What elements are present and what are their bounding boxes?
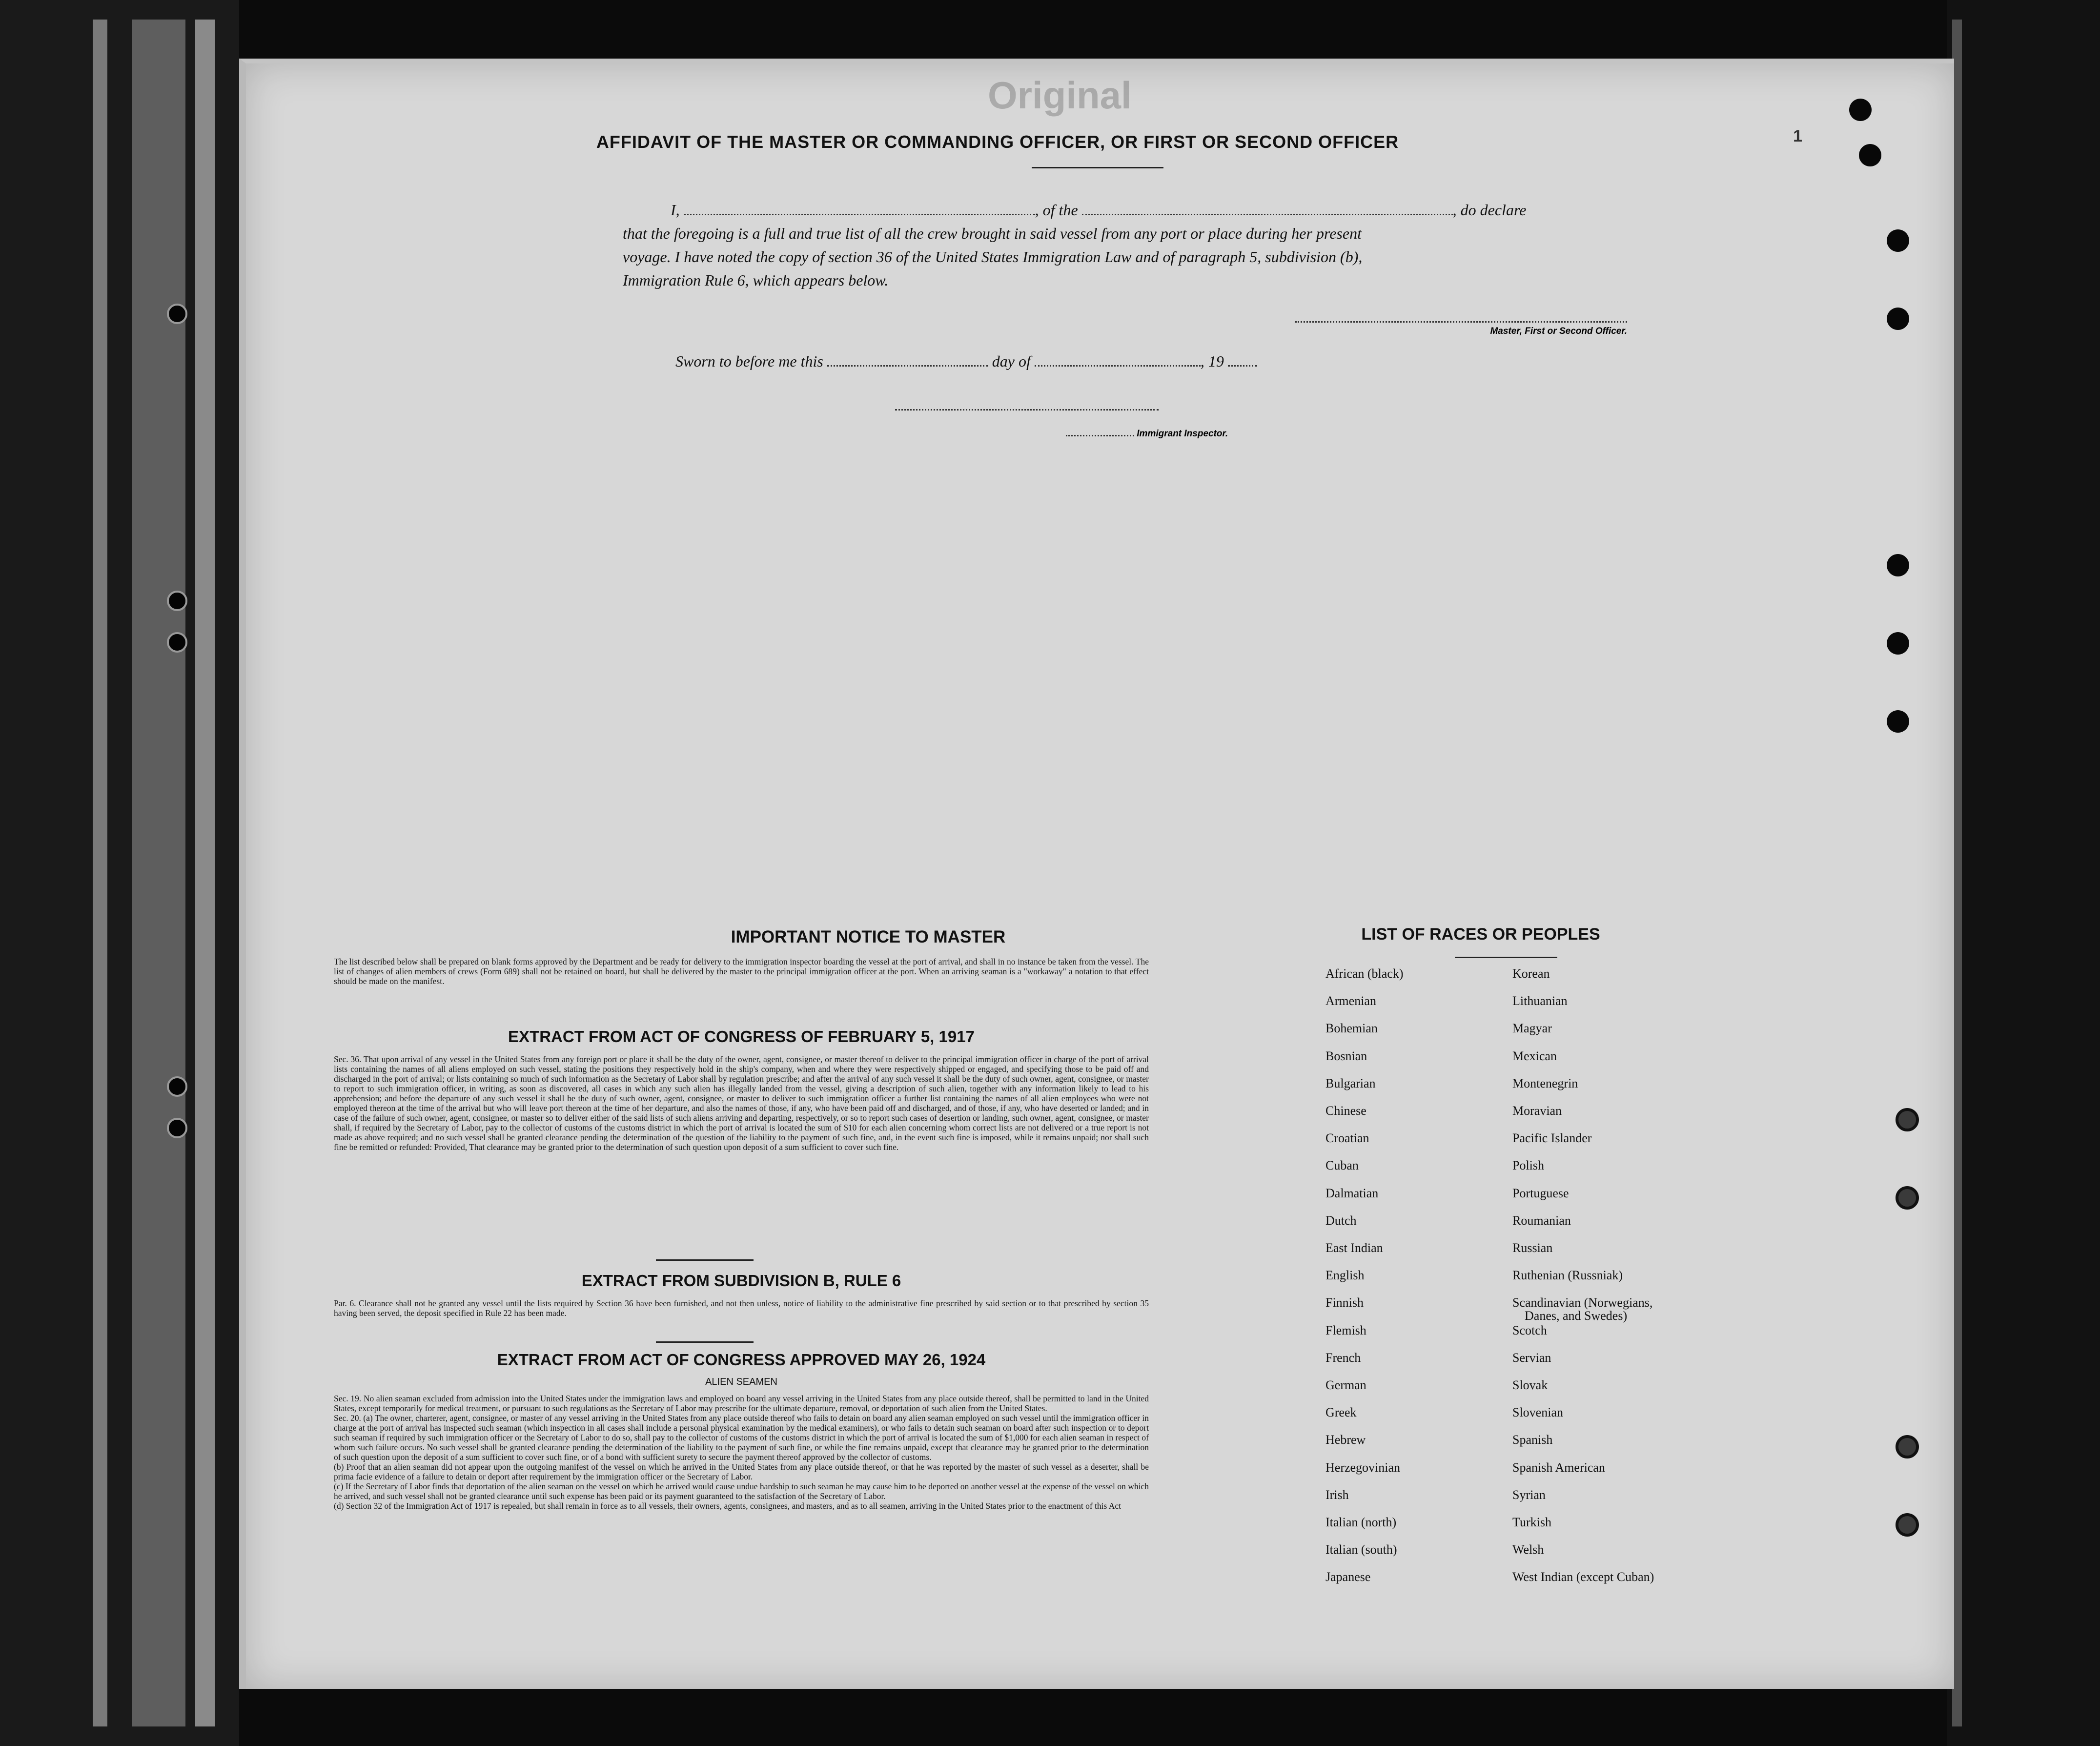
sworn-month-field[interactable] bbox=[1035, 365, 1201, 367]
binder-ring-icon bbox=[167, 591, 187, 611]
race-item: African (black) bbox=[1325, 966, 1404, 981]
race-item: Polish bbox=[1512, 1158, 1545, 1173]
signature-line[interactable] bbox=[1295, 321, 1627, 323]
binder-page-edge-1 bbox=[93, 20, 107, 1726]
extract-1924-title: EXTRACT FROM ACT OF CONGRESS APPROVED MAY 26, 1924 bbox=[497, 1351, 986, 1369]
race-item: Russian bbox=[1512, 1241, 1553, 1255]
extract-1924-body: Sec. 19. No alien seaman excluded from admission into the United States under the immigration laws and employed on board any vessel arriving in the United States from any place outside thereof, shall be permitted to land in the United States, except temporarily for medical treatment, or pursuant to such regulations as the Secretary of Labor may prescribe for the ultimate departure, removal, or deportation of such alien from the United States. Sec. 20. (a) The owner, charterer, agent, consignee, or master of any vessel arriving in the United States from any place outside thereof who fails to detain on board any alien seaman employed on such vessel until the immigration officer in charge at the port of arrival has inspected such seaman (which inspection in all cases shall include a personal physical examination by the medical examiners), or who fails to detain such seaman on board after such inspection or to deport such seaman if required by such immigration officer or the Secretary of Labor to do so, shall pay to the collector of customs of the customs district in which the port of arrival is located the sum of $1,000 for each alien seaman in respect of whom such failure occurs. No such vessel shall be granted clearance pending the determination of the liability to the payment of such fine, or while the fine remains unpaid, except that clearance may be granted prior to the determination of such question upon the deposit of a sum sufficient to cover such fine, or of a bond with sufficient surety to secure the payment thereof approved by the collector of customs. (b) Proof that an alien seaman did not appear upon the outgoing manifest of the vessel on which he arrived in the United States from any place outside thereof, or that he was reported by the master of such vessel as a deserter, shall be prima facie evidence of a failure to detain or deport after requirement by the immigration officer or the Secretary of Labor. (c) If the Secretary of Labor finds that deportation of the alien seaman on the vessel on which he arrived would cause undue hardship to such seaman he may cause him to be deported on another vessel at the expense of the vessel on which he arrived, and such vessel shall not be granted clearance until such expense has been paid or its payment guaranteed to the satisfaction of the Secretary of Labor. (d) Section 32 of the Immigration Act of 1917 is repealed, but shall remain in force as to all vessels, their owners, agents, consignees, and masters, and as to all seamen, arriving in the United States prior to the enactment of this Act bbox=[334, 1394, 1149, 1511]
race-item: Montenegrin bbox=[1512, 1076, 1578, 1090]
punch-hole-icon bbox=[1896, 1108, 1919, 1131]
punch-hole-icon bbox=[1859, 144, 1881, 166]
vessel-field[interactable] bbox=[1082, 214, 1453, 215]
race-item: Chinese bbox=[1325, 1104, 1366, 1118]
bleed-through-word: Original bbox=[988, 74, 1132, 117]
sworn-year-field[interactable] bbox=[1228, 365, 1257, 367]
race-item: English bbox=[1325, 1268, 1365, 1283]
race-item: Scotch bbox=[1512, 1323, 1547, 1337]
race-item: Servian bbox=[1512, 1350, 1551, 1365]
binder-ring-icon bbox=[167, 1118, 187, 1138]
declaration-body-1: that the foregoing is a full and true list of all the crew brought in said vessel from any port or place during her present bbox=[623, 225, 1362, 242]
race-item: Armenian bbox=[1325, 994, 1376, 1008]
race-item: Spanish American bbox=[1512, 1460, 1605, 1475]
affidavit-title: AFFIDAVIT OF THE MASTER OR COMMANDING OFFICER, OR FIRST OR SECOND OFFICER bbox=[596, 132, 1399, 152]
notice-title: IMPORTANT NOTICE TO MASTER bbox=[731, 927, 1006, 946]
extract-rule6-body: Par. 6. Clearance shall not be granted any vessel until the lists required by Section 36 have been furnished, and not then unless, notice of liability to the administrative fine prescribed by said section or to that prescribed by section 35 having been served, the deposit specified in Rule 22 has been made. bbox=[334, 1298, 1149, 1318]
race-item: Croatian bbox=[1325, 1131, 1369, 1146]
race-item: German bbox=[1325, 1378, 1366, 1392]
race-item: Moravian bbox=[1512, 1104, 1562, 1118]
page-number: 1 bbox=[1793, 127, 1802, 145]
binder-ring-icon bbox=[167, 1076, 187, 1097]
race-item: Hebrew bbox=[1325, 1433, 1366, 1447]
race-item: Portuguese bbox=[1512, 1186, 1569, 1200]
of-the-label: , of the bbox=[1035, 201, 1078, 219]
sworn-day-field[interactable] bbox=[827, 365, 988, 367]
race-item: Flemish bbox=[1325, 1323, 1366, 1337]
race-item: Slovenian bbox=[1512, 1405, 1563, 1420]
sworn-line bbox=[675, 352, 1257, 370]
document-page bbox=[239, 59, 1954, 1689]
race-item: Scandinavian (Norwegians, bbox=[1512, 1295, 1653, 1310]
declaration-body-3: Immigration Rule 6, which appears below. bbox=[623, 271, 889, 289]
race-item: Cuban bbox=[1325, 1158, 1359, 1173]
year-label: , 19 bbox=[1200, 352, 1224, 370]
section-divider bbox=[656, 1341, 754, 1343]
race-item: West Indian (except Cuban) bbox=[1512, 1570, 1654, 1584]
race-item: Ruthenian (Russniak) bbox=[1512, 1268, 1623, 1283]
name-field[interactable] bbox=[684, 214, 1035, 215]
extract-1917-title: EXTRACT FROM ACT OF CONGRESS OF FEBRUARY 5, 1917 bbox=[508, 1027, 975, 1046]
race-item: Irish bbox=[1325, 1487, 1349, 1502]
punch-hole-icon bbox=[1887, 632, 1909, 655]
notice-body: The list described below shall be prepared on blank forms approved by the Department and be ready for delivery to the immigration inspector boarding the vessel at the port of arrival, and shall in no instance be taken from the vessel. The list of changes of alien members of crews (Form 689) shall not be retained on board, but shall be delivered by the master to the principal immigration officer at the port. When an arriving seaman is a "workaway" a notation to that effect should be made on the manifest. bbox=[334, 957, 1149, 986]
race-item: Syrian bbox=[1512, 1487, 1546, 1502]
race-item: Italian (south) bbox=[1325, 1542, 1397, 1557]
right-page-edge bbox=[1947, 0, 2100, 1746]
race-item: Japanese bbox=[1325, 1570, 1371, 1584]
race-item: Herzegovinian bbox=[1325, 1460, 1401, 1475]
race-item: Welsh bbox=[1512, 1542, 1544, 1557]
race-item: Bulgarian bbox=[1325, 1076, 1376, 1090]
race-item: Dutch bbox=[1325, 1213, 1357, 1228]
race-item: Lithuanian bbox=[1512, 994, 1568, 1008]
punch-hole-icon bbox=[1887, 554, 1909, 576]
race-item: Slovak bbox=[1512, 1378, 1548, 1392]
binder-ring-icon bbox=[167, 304, 187, 324]
section-divider bbox=[656, 1259, 754, 1261]
day-of-label: day of bbox=[992, 352, 1031, 370]
punch-hole-icon bbox=[1887, 308, 1909, 330]
inspector-caption: Immigrant Inspector. bbox=[1137, 429, 1228, 439]
extract-1924-subtitle: ALIEN SEAMEN bbox=[705, 1376, 777, 1387]
extract-1917-body: Sec. 36. That upon arrival of any vessel in the United States from any foreign port or place it shall be the duty of the owner, agent, consignee, or master thereof to deliver to the principal immigration officer in charge of the port of arrival lists containing the names of all aliens employed on such vessel, stating the positions they respectively hold in the ship's company, when and where they were respectively shipped or engaged, and specifying those to be paid off and discharged in the port of arrival; or lists containing so much of such information as the Secretary of Labor shall by regulation prescribe; and after the arrival of any such vessel it shall be the duty of such owner, agent, consignee, or master to report to such immigration officer, in writing, as soon as discovered, all cases in which any such alien has illegally landed from the vessel, giving a description of such alien, together with any information likely to lead to his apprehension; and before the departure of any such vessel it shall be the duty of such owner, agent, consignee, or master to deliver to such immigration officer a further list containing the names of all alien employees who were not employed thereon at the time of the arrival but who will leave port thereon at the time of her departure, and also the names of those, if any, who have been paid off and discharged, and of those, if any, who have deserted or landed; and in case of the failure of such owner, agent, consignee, or master so to deliver either of the said lists of such aliens arriving and departing, respectively, or so to report such cases of desertion or landing, such owner, agent, consignee, or master shall, if required by the Secretary of Labor, pay to the collector of customs of the customs district in which the port of arrival is located the sum of $10 for each alien concerning whom correct lists are not delivered or a true report is not made as above required; and no such vessel shall be granted clearance pending the determination of the question of the liability to the payment of such fine, and, in the event such fine is imposed, while it remains unpaid; nor shall such fine be remitted or refunded: Provided, That clearance may be granted prior to the determination of such question upon deposit of a sum sufficient to cover such fine. bbox=[334, 1054, 1149, 1152]
race-item: Greek bbox=[1325, 1405, 1357, 1420]
binder-ring-icon bbox=[167, 632, 187, 653]
race-item: Turkish bbox=[1512, 1515, 1551, 1529]
race-item: Mexican bbox=[1512, 1048, 1557, 1063]
inspector-signature-line[interactable] bbox=[895, 409, 1159, 411]
race-item: Finnish bbox=[1325, 1295, 1364, 1310]
inspector-name-field[interactable] bbox=[1066, 435, 1134, 436]
punch-hole-icon bbox=[1887, 229, 1909, 252]
punch-hole-icon bbox=[1849, 99, 1872, 121]
punch-hole-icon bbox=[1896, 1513, 1919, 1537]
punch-hole-icon bbox=[1887, 710, 1909, 733]
race-item: Bohemian bbox=[1325, 1021, 1378, 1036]
binder-page-edge-3 bbox=[195, 20, 215, 1726]
race-item: Roumanian bbox=[1512, 1213, 1571, 1228]
extract-rule6-title: EXTRACT FROM SUBDIVISION B, RULE 6 bbox=[581, 1272, 901, 1290]
declaration-line bbox=[671, 201, 1622, 219]
race-item: Spanish bbox=[1512, 1433, 1553, 1447]
inspector-caption-line bbox=[1066, 429, 1339, 439]
punch-hole-icon bbox=[1896, 1186, 1919, 1210]
race-item: Dalmatian bbox=[1325, 1186, 1379, 1200]
title-underline bbox=[1032, 167, 1163, 168]
race-item: Pacific Islander bbox=[1512, 1131, 1592, 1146]
race-item: Korean bbox=[1512, 966, 1550, 981]
signature-caption: Master, First or Second Officer. bbox=[1490, 326, 1627, 336]
sworn-label: Sworn to before me this bbox=[675, 352, 823, 370]
races-title: LIST OF RACES OR PEOPLES bbox=[1361, 925, 1600, 944]
punch-hole-icon bbox=[1896, 1435, 1919, 1458]
race-item: Bosnian bbox=[1325, 1048, 1367, 1063]
declaration-body-2: voyage. I have noted the copy of section 36 of the United States Immigration Law and of paragraph 5, subdivision (b), bbox=[623, 248, 1363, 266]
race-item: French bbox=[1325, 1350, 1361, 1365]
races-underline bbox=[1455, 957, 1557, 958]
race-item: Magyar bbox=[1512, 1021, 1552, 1036]
race-item: Italian (north) bbox=[1325, 1515, 1397, 1529]
race-item: Danes, and Swedes) bbox=[1525, 1309, 1628, 1323]
binder-page-edge-2 bbox=[132, 20, 185, 1726]
i-label: I, bbox=[671, 201, 680, 219]
declare-label: , do declare bbox=[1452, 201, 1527, 219]
race-item: East Indian bbox=[1325, 1241, 1383, 1255]
